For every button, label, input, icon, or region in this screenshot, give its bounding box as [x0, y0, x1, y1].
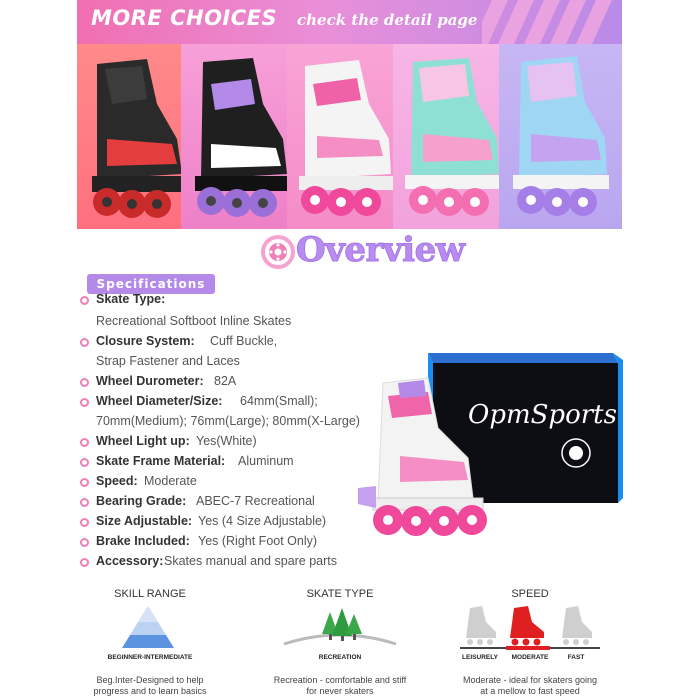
- spec-label: Size Adjustable:: [96, 514, 193, 528]
- spec-label: Speed:: [96, 474, 138, 488]
- spec-value: Yes (4 Size Adjustable): [198, 514, 327, 528]
- colorway-strip: [77, 44, 622, 229]
- skate-red-black-image: [77, 44, 189, 229]
- spec-value: 64mm(Small);: [240, 394, 318, 408]
- speed-level-fast: FAST: [567, 654, 585, 661]
- spec-label: Skate Type:: [96, 292, 166, 306]
- spec-continuation: Recreational Softboot Inline Skates: [96, 314, 292, 328]
- skate-mint-pink-image: [393, 44, 505, 229]
- speed-level-moderate: MODERATE: [511, 654, 549, 661]
- specifications-badge: Specifications: [87, 274, 215, 294]
- spec-value: Aluminum: [238, 454, 294, 468]
- speed-level-leisurely: LEISURELY: [462, 654, 498, 661]
- recreation-trees-icon: [282, 604, 398, 650]
- banner-title: MORE CHOICES: [91, 6, 278, 30]
- overview-heading: Overview: [296, 230, 465, 270]
- skate-black-purple-image: [181, 44, 293, 229]
- spec-value: Skates manual and spare parts: [164, 554, 338, 568]
- wheel-gear-icon: [258, 232, 298, 272]
- skill-range-title: SKILL RANGE: [114, 588, 186, 600]
- spec-label: Skate Frame Material:: [96, 454, 226, 468]
- bullet-icon: [80, 518, 89, 527]
- banner-stripes-decoration: [482, 0, 622, 44]
- type-description: Recreation - comfortable and stiff for never skaters: [273, 675, 407, 696]
- spec-label: Closure System:: [96, 334, 195, 348]
- bullet-icon: [80, 478, 89, 487]
- spec-label: Wheel Light up:: [96, 434, 190, 448]
- spec-value: 82A: [214, 374, 237, 388]
- skate-white-pink-image: [287, 44, 399, 229]
- spec-value: Yes (Right Foot Only): [198, 534, 318, 548]
- bullet-icon: [80, 498, 89, 507]
- product-box-image: [328, 338, 628, 538]
- spec-value: Cuff Buckle,: [210, 334, 278, 348]
- promo-banner: [77, 0, 622, 44]
- skate-type-title: SKATE TYPE: [306, 588, 374, 600]
- bullet-icon: [80, 438, 89, 447]
- spec-value: Yes(White): [196, 434, 257, 448]
- banner-subtitle: check the detail page: [297, 11, 478, 29]
- skate-blue-purple-image: [499, 44, 622, 229]
- bullet-icon: [80, 538, 89, 547]
- bullet-icon: [80, 558, 89, 567]
- spec-value: Moderate: [144, 474, 197, 488]
- bullet-icon: [80, 296, 89, 305]
- spec-label: Wheel Diameter/Size:: [96, 394, 223, 408]
- spec-label: Accessory:: [96, 554, 164, 568]
- spec-label: Bearing Grade:: [96, 494, 187, 508]
- bullet-icon: [80, 338, 89, 347]
- speed-description: Moderate - ideal for skaters going at a mellow to fast speed: [462, 675, 598, 696]
- spec-value: ABEC-7 Recreational: [196, 494, 315, 508]
- type-caption: RECREATION: [318, 654, 362, 661]
- bullet-icon: [80, 378, 89, 387]
- spec-continuation: 70mm(Medium); 76mm(Large); 80mm(X-Large): [96, 414, 360, 428]
- skill-pyramid-icon: [118, 604, 178, 650]
- skill-caption: BEGINNER-INTERMEDIATE: [107, 654, 193, 661]
- speed-scale-icon: [458, 604, 602, 650]
- spec-label: Brake Included:: [96, 534, 190, 548]
- spec-label: Wheel Durometer:: [96, 374, 204, 388]
- box-brand-logo: OpmSports: [468, 400, 617, 430]
- bullet-icon: [80, 398, 89, 407]
- bullet-icon: [80, 458, 89, 467]
- spec-continuation: Strap Fastener and Laces: [96, 354, 240, 368]
- skill-description: Beg.Inter-Designed to help progress and to learn basics: [93, 675, 207, 696]
- speed-title: SPEED: [511, 588, 549, 600]
